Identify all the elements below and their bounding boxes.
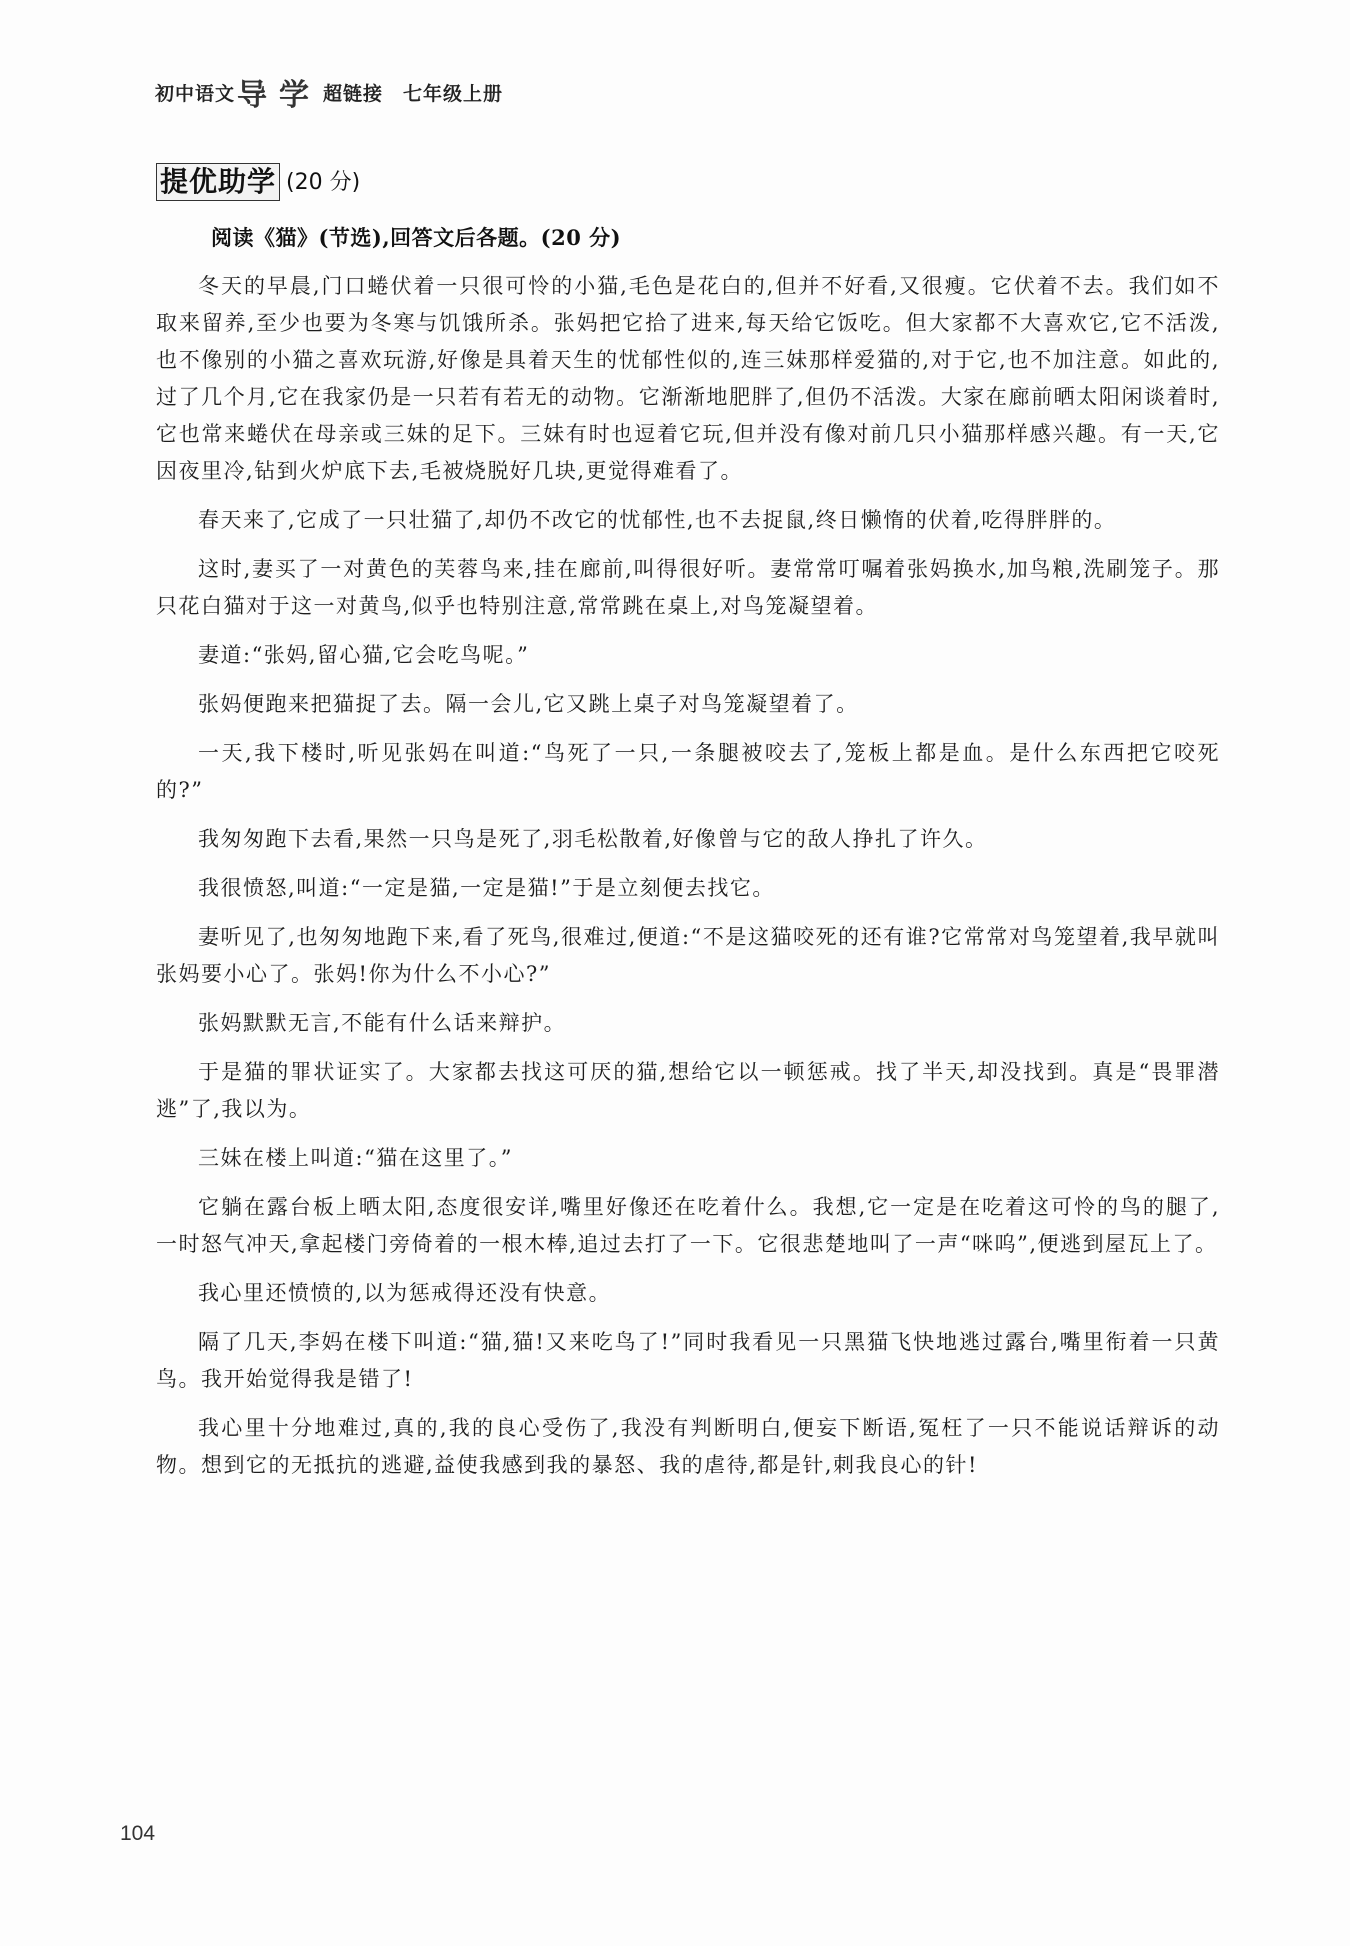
paragraph: 我很愤怒,叫道:“一定是猫,一定是猫!”于是立刻便去找它。 — [198, 876, 775, 900]
header-logo-char-1: 导 — [237, 78, 268, 113]
paragraph: 于是猫的罪状证实了。大家都去找这可厌的猫,想给它以一顿惩戒。找了半天,却没找到。真是“畏罪潜逃”了,我以为。 — [156, 1060, 1220, 1121]
paragraph: 我心里还愤愤的,以为惩戒得还没有快意。 — [198, 1281, 612, 1305]
paragraph: 张妈默默无言,不能有什么话来辩护。 — [198, 1011, 567, 1035]
section-score: (20 分) — [286, 170, 361, 195]
paragraph: 隔了几天,李妈在楼下叫道:“猫,猫!又来吃鸟了!”同时我看见一只黑猫飞快地逃过露台,嘴里衔着一只黄鸟。我开始觉得我是错了! — [156, 1330, 1220, 1391]
header-logo-char-2: 学 — [279, 78, 310, 113]
paragraph: 妻道:“张妈,留心猫,它会吃鸟呢。” — [198, 643, 530, 667]
paragraph: 一天,我下楼时,听见张妈在叫道:“鸟死了一只,一条腿被咬去了,笼板上都是血。是什么东西把它咬死的?” — [156, 741, 1220, 802]
section-heading — [156, 163, 360, 201]
paragraph: 这时,妻买了一对黄色的芙蓉鸟来,挂在廊前,叫得很好听。妻常常叮嘱着张妈换水,加鸟粮,洗刷笼子。那只花白猫对于这一对黄鸟,似乎也特别注意,常常跳在桌上,对鸟笼凝望着。 — [156, 557, 1220, 618]
paragraph: 它躺在露台板上晒太阳,态度很安详,嘴里好像还在吃着什么。我想,它一定是在吃着这可怜的鸟的腿了,一时怒气冲天,拿起楼门旁倚着的一根木棒,追过去打了一下。它很悲楚地叫了一声“咪呜”,便逃到屋瓦上了。 — [156, 1195, 1220, 1256]
reading-instruction: 阅读《猫》(节选),回答文后各题。(20 分) — [211, 225, 622, 250]
paragraph: 妻听见了,也匆匆地跑下来,看了死鸟,很难过,便道:“不是这猫咬死的还有谁?它常常对鸟笼望着,我早就叫张妈要小心了。张妈!你为什么不小心?” — [156, 925, 1220, 986]
paragraph: 张妈便跑来把猫捉了去。隔一会儿,它又跳上桌子对鸟笼凝望着了。 — [198, 692, 859, 716]
paragraph: 三妹在楼上叫道:“猫在这里了。” — [198, 1146, 514, 1170]
passage-body — [156, 268, 1220, 1496]
paragraph: 冬天的早晨,门口蜷伏着一只很可怜的小猫,毛色是花白的,但并不好看,又很瘦。它伏着不去。我们如不取来留养,至少也要为冬寒与饥饿所杀。张妈把它拾了进来,每天给它饭吃。但大家都不大喜欢它,它不活泼,也不像别的小猫之喜欢玩游,好像是具着天生的忧郁性似的,连三妹那样爱猫的,对于它,也不加注意。如此的,过了几个月,它在我家仍是一只若有若无的动物。它渐渐地肥胖了,但仍不活泼。大家在廊前晒太阳闲谈着时,它也常来蜷伏在母亲或三妹的足下。三妹有时也逗着它玩,但并没有像对前几只小猫那样感兴趣。有一天,它因夜里冷,钻到火炉底下去,毛被烧脱好几块,更觉得难看了。 — [156, 274, 1220, 483]
header-series-name: 初中语文 — [155, 82, 236, 105]
paragraph: 春天来了,它成了一只壮猫了,却仍不改它的忧郁性,也不去捉鼠,终日懒惰的伏着,吃得胖胖的。 — [198, 508, 1117, 532]
section-title: 提优助学 — [156, 163, 280, 201]
header-grade: 七年级上册 — [403, 82, 504, 105]
page-number: 104 — [120, 1822, 156, 1845]
paragraph: 我匆匆跑下去看,果然一只鸟是死了,羽毛松散着,好像曾与它的敌人挣扎了许久。 — [198, 827, 988, 851]
running-header — [155, 72, 503, 112]
header-series-suffix: 超链接 — [323, 82, 384, 105]
paragraph: 我心里十分地难过,真的,我的良心受伤了,我没有判断明白,便妄下断语,冤枉了一只不能说话辩诉的动物。想到它的无抵抗的逃避,益使我感到我的暴怒、我的虐待,都是针,刺我良心的针! — [156, 1416, 1220, 1477]
